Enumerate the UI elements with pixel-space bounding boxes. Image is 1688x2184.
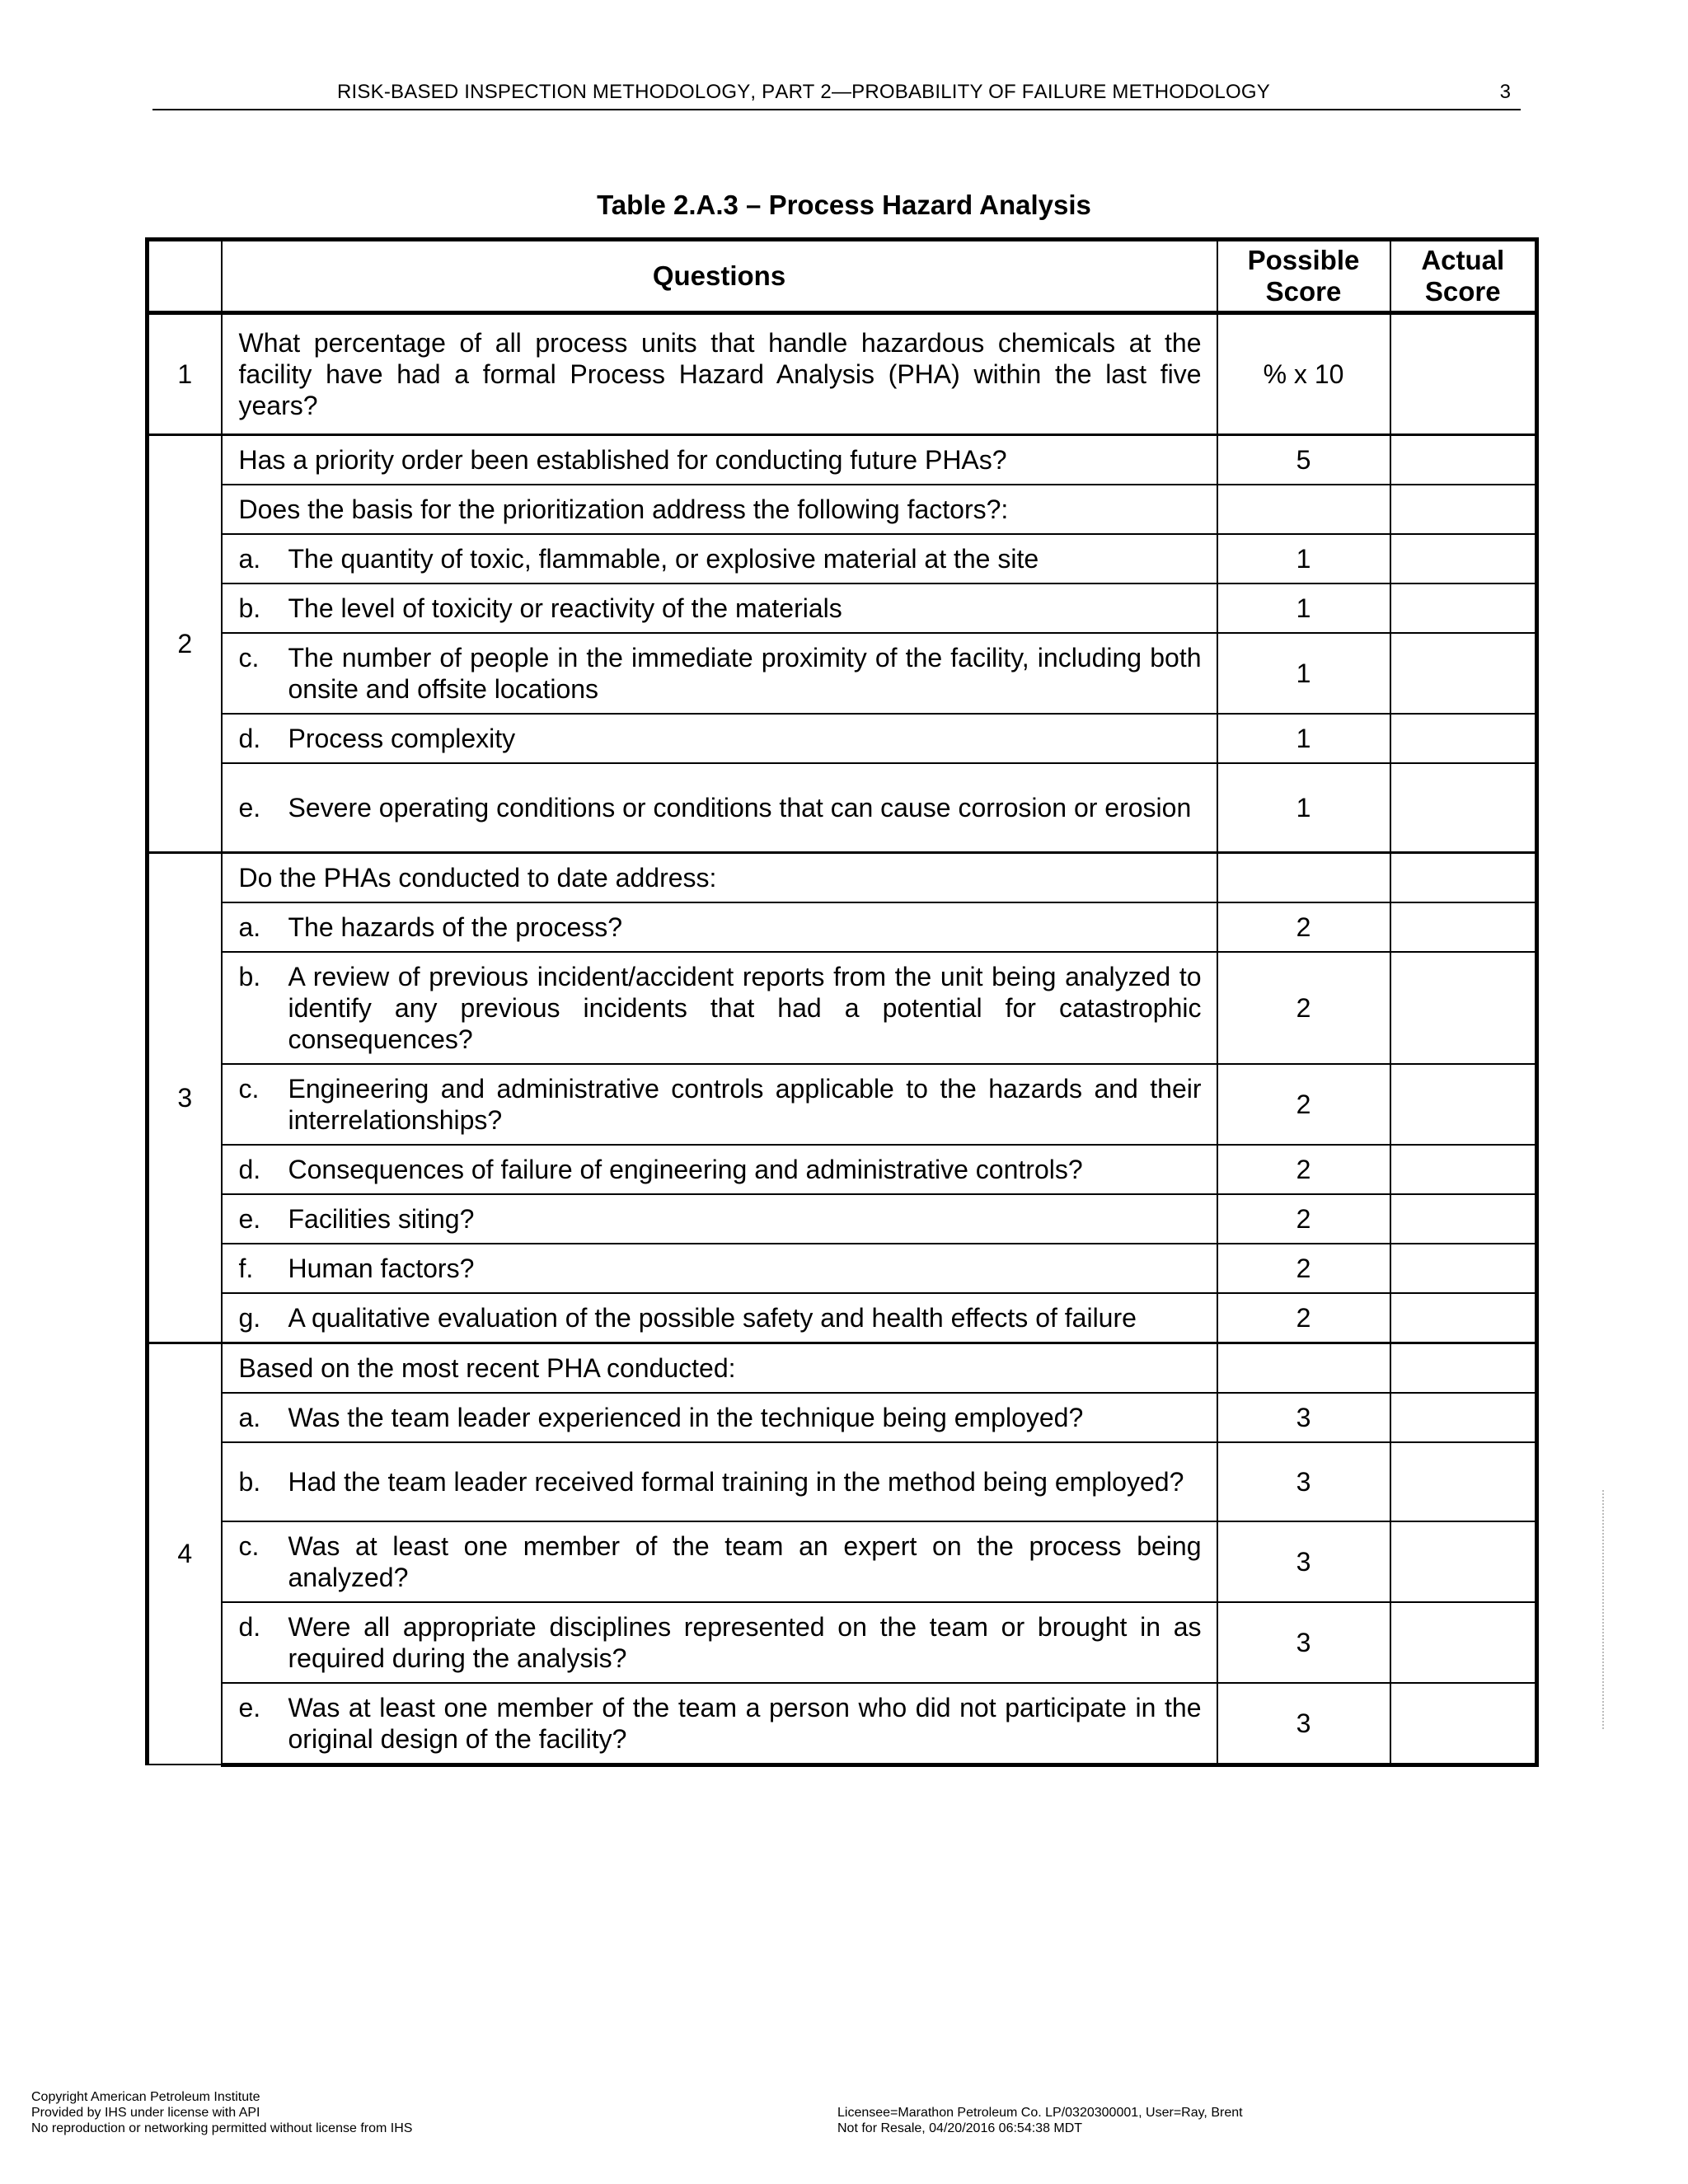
question-number: 1 [148, 313, 222, 435]
possible-score [1217, 852, 1390, 902]
table-row [148, 714, 1537, 763]
actual-score-cell[interactable] [1390, 313, 1537, 435]
table-row [148, 1293, 1537, 1343]
actual-score-cell[interactable] [1390, 1064, 1537, 1145]
table-row [148, 1683, 1537, 1765]
table-row [148, 1521, 1537, 1602]
table-row [148, 1244, 1537, 1293]
possible-score: 3 [1217, 1602, 1390, 1683]
question-item: d. Were all appropriate disciplines represented on the team or brought in as required during the analysis? [222, 1602, 1217, 1683]
possible-score: 2 [1217, 902, 1390, 952]
table-row [148, 435, 1537, 485]
possible-score: 1 [1217, 534, 1390, 583]
actual-score-cell[interactable] [1390, 485, 1537, 534]
possible-score: 2 [1217, 1244, 1390, 1293]
actual-score-cell[interactable] [1390, 1442, 1537, 1521]
question-number: 2 [148, 435, 222, 853]
table-row [148, 1194, 1537, 1244]
question-number: 4 [148, 1343, 222, 1765]
actual-score-cell[interactable] [1390, 534, 1537, 583]
actual-score-cell[interactable] [1390, 1602, 1537, 1683]
question-item: a. The quantity of toxic, flammable, or explosive material at the site [222, 534, 1217, 583]
question-item: e. Severe operating conditions or conditions that can cause corrosion or erosion [222, 763, 1217, 852]
question-item: c. The number of people in the immediate proximity of the facility, including both onsite and offsite locations [222, 633, 1217, 714]
table-row [148, 952, 1537, 1064]
possible-score: % x 10 [1217, 313, 1390, 435]
table-row [148, 763, 1537, 852]
possible-score: 2 [1217, 1293, 1390, 1343]
table-row [148, 1064, 1537, 1145]
table-caption: Table 2.A.3 – Process Hazard Analysis [597, 190, 1091, 220]
possible-score [1217, 485, 1390, 534]
margin-marks [1602, 1490, 1609, 1729]
actual-score-cell[interactable] [1390, 633, 1537, 714]
question-item: a. The hazards of the process? [222, 902, 1217, 952]
actual-score-cell[interactable] [1390, 1145, 1537, 1194]
table-row [148, 633, 1537, 714]
actual-score-cell[interactable] [1390, 902, 1537, 952]
actual-score-column-header: Actual Score [1390, 240, 1537, 313]
possible-score: 2 [1217, 1064, 1390, 1145]
possible-score: 1 [1217, 583, 1390, 633]
table-row [148, 1393, 1537, 1442]
question-text: What percentage of all process units that handle hazardous chemicals at the facility have had a formal Process Hazard Analysis (PHA) within the last five years? [222, 313, 1217, 435]
actual-score-cell[interactable] [1390, 852, 1537, 902]
possible-score: 2 [1217, 1194, 1390, 1244]
table-row [148, 583, 1537, 633]
actual-score-cell[interactable] [1390, 435, 1537, 485]
possible-score: 1 [1217, 763, 1390, 852]
possible-score: 3 [1217, 1393, 1390, 1442]
question-item: b. Had the team leader received formal training in the method being employed? [222, 1442, 1217, 1521]
possible-score: 3 [1217, 1683, 1390, 1765]
actual-score-cell[interactable] [1390, 1683, 1537, 1765]
questions-column-header: Questions [222, 240, 1217, 313]
running-header [152, 76, 1521, 110]
question-text: Do the PHAs conducted to date address: [222, 852, 1217, 902]
table-row [148, 534, 1537, 583]
actual-score-cell[interactable] [1390, 763, 1537, 852]
table-row [148, 852, 1537, 902]
question-item: c. Was at least one member of the team an expert on the process being analyzed? [222, 1521, 1217, 1602]
question-item: b. A review of previous incident/accident reports from the unit being analyzed to identify any previous incidents that had a potential for catastrophic consequences? [222, 952, 1217, 1064]
possible-score-column-header: Possible Score [1217, 240, 1390, 313]
actual-score-cell[interactable] [1390, 1293, 1537, 1343]
actual-score-cell[interactable] [1390, 583, 1537, 633]
table-row [148, 485, 1537, 534]
possible-score: 5 [1217, 435, 1390, 485]
question-text: Has a priority order been established for conducting future PHAs? [222, 435, 1217, 485]
table-row [148, 1343, 1537, 1393]
question-item: b. The level of toxicity or reactivity of the materials [222, 583, 1217, 633]
table-row [148, 902, 1537, 952]
possible-score: 2 [1217, 1145, 1390, 1194]
question-item: c. Engineering and administrative controls applicable to the hazards and their interrelationships? [222, 1064, 1217, 1145]
possible-score: 2 [1217, 952, 1390, 1064]
question-number: 3 [148, 852, 222, 1343]
question-item: f. Human factors? [222, 1244, 1217, 1293]
question-item: a. Was the team leader experienced in the technique being employed? [222, 1393, 1217, 1442]
possible-score: 3 [1217, 1442, 1390, 1521]
actual-score-cell[interactable] [1390, 1393, 1537, 1442]
actual-score-cell[interactable] [1390, 1244, 1537, 1293]
question-item: e. Facilities siting? [222, 1194, 1217, 1244]
license-footer: Licensee=Marathon Petroleum Co. LP/0320300001, User=Ray, Brent Not for Resale, 04/20/2016 06:54:38 MDT [837, 2106, 1243, 2135]
question-item: e. Was at least one member of the team a person who did not participate in the original design of the facility? [222, 1683, 1217, 1765]
possible-score: 1 [1217, 714, 1390, 763]
question-item: g. A qualitative evaluation of the possible safety and health effects of failure [222, 1293, 1217, 1343]
question-text: Does the basis for the prioritization address the following factors?: [222, 485, 1217, 534]
number-column-header [148, 240, 222, 313]
question-item: d. Consequences of failure of engineering and administrative controls? [222, 1145, 1217, 1194]
question-text: Based on the most recent PHA conducted: [222, 1343, 1217, 1393]
table-row [148, 313, 1537, 435]
question-item: d. Process complexity [222, 714, 1217, 763]
table-row [148, 1602, 1537, 1683]
actual-score-cell[interactable] [1390, 714, 1537, 763]
process-hazard-analysis-table [145, 237, 1539, 1767]
actual-score-cell[interactable] [1390, 1194, 1537, 1244]
copyright-footer: Copyright American Petroleum Institute Provided by IHS under license with API No reproduction or networking permitted without license from IHS [31, 2090, 413, 2135]
actual-score-cell[interactable] [1390, 1343, 1537, 1393]
possible-score: 1 [1217, 633, 1390, 714]
actual-score-cell[interactable] [1390, 952, 1537, 1064]
actual-score-cell[interactable] [1390, 1521, 1537, 1602]
table-header-row [148, 240, 1537, 313]
table-row [148, 1145, 1537, 1194]
table-row [148, 1442, 1537, 1521]
possible-score [1217, 1343, 1390, 1393]
running-header-title: RISK-BASED INSPECTION METHODOLOGY, PART 2—PROBABILITY OF FAILURE METHODOLOGY [337, 81, 1270, 103]
page-number: 3 [1499, 81, 1511, 103]
possible-score: 3 [1217, 1521, 1390, 1602]
